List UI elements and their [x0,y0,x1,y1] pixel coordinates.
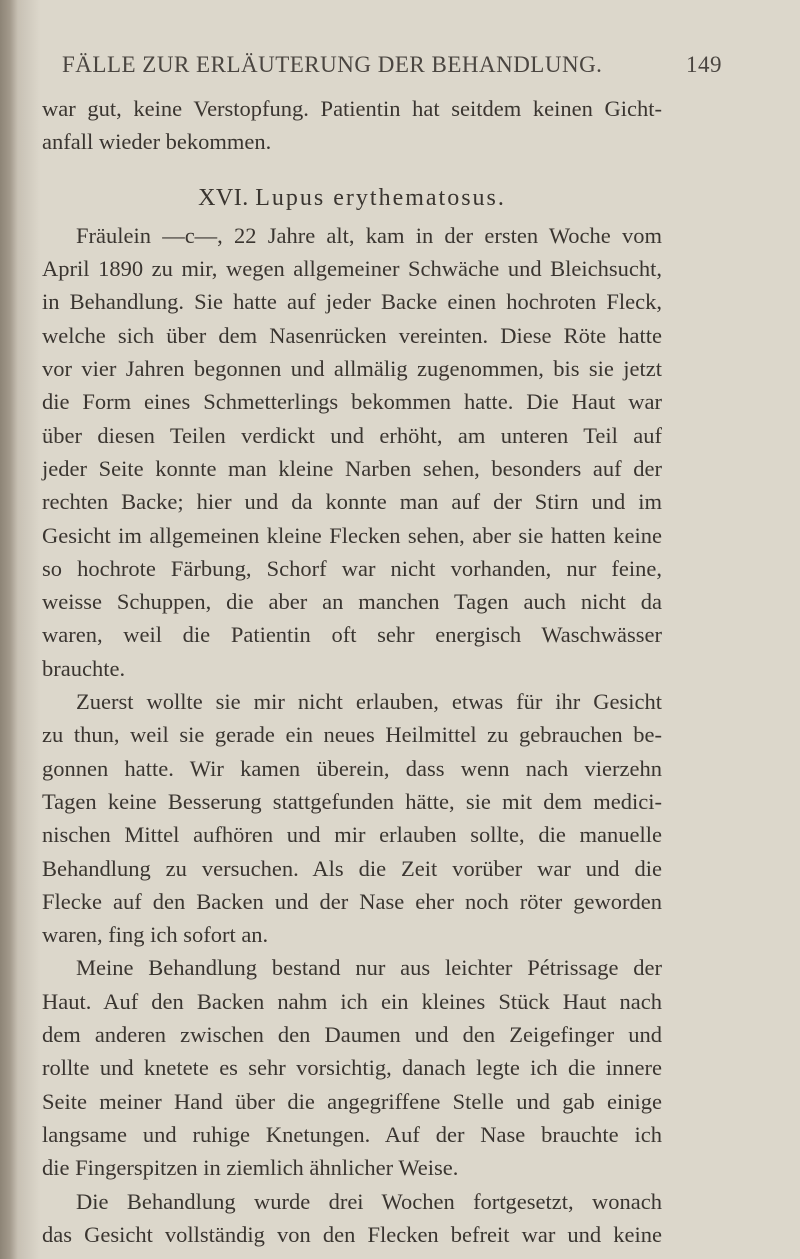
text-line: zu thun, weil sie gerade ein neues Heilmittel zu gebrauchen be- [42,722,662,748]
text-line: die Form eines Schmetterlings bekommen hatte. Die Haut war [42,389,662,415]
text-line: Gesicht im allgemeinen kleine Flecken sehen, aber sie hatten keine [42,522,662,548]
text-line: rechten Backe; hier und da konnte man auf der Stirn und im [42,489,662,515]
section-number: XVI. [198,184,249,211]
text-line: Meine Behandlung bestand nur aus leichter Pétrissage der [76,955,662,981]
paragraph-1 [42,219,662,685]
text-line: Die Behandlung wurde drei Wochen fortgesetzt, wonach [76,1188,662,1214]
paragraph-4 [42,1185,662,1252]
paragraph-3 [42,951,662,1184]
text-line: nischen Mittel aufhören und mir erlauben sollte, die manuelle [42,822,662,848]
body-text [42,92,662,1251]
text-line: anfall wieder bekommen. [42,129,272,155]
text-line: über diesen Teilen verdickt und erhöht, am unteren Teil auf [42,422,662,448]
book-spine-shadow [0,0,18,1259]
text-line: Flecke auf den Backen und der Nase eher noch röter geworden [42,888,662,914]
text-line: welche sich über dem Nasenrücken vereinten. Diese Röte hatte [42,322,662,348]
text-line: waren, fing ich sofort an. [42,922,269,948]
text-line: Fräulein —c—, 22 Jahre alt, kam in der ersten Woche vom [76,222,662,248]
text-line: Seite meiner Hand über die angegriffene Stelle und gab einige [42,1088,662,1114]
section-title: Lupus erythematosus. [255,184,506,211]
text-line: war gut, keine Verstopfung. Patientin hat seitdem keinen Gicht- [42,96,662,121]
text-line: weisse Schuppen, die aber an manchen Tagen auch nicht da [42,589,662,615]
text-line: April 1890 zu mir, wegen allgemeiner Schwäche und Bleichsucht, [42,256,662,282]
text-line: in Behandlung. Sie hatte auf jeder Backe einen hochroten Fleck, [42,289,662,315]
text-line: Behandlung zu versuchen. Als die Zeit vorüber war und die [42,855,662,881]
paragraph-2 [42,685,662,951]
text-line: waren, weil die Patientin oft sehr energisch Waschwässer [42,622,662,648]
text-line: jeder Seite konnte man kleine Narben sehen, besonders auf der [42,455,662,481]
section-heading [42,182,662,215]
text-line: das Gesicht vollständig von den Flecken befreit war und keine [42,1221,662,1247]
running-header [62,52,762,78]
text-line: langsame und ruhige Knetungen. Auf der Nase brauchte ich [42,1121,662,1147]
text-line: dem anderen zwischen den Daumen und den Zeigefinger und [42,1022,662,1048]
text-line: vor vier Jahren begonnen und allmälig zugenommen, bis sie jetzt [42,356,662,382]
text-line: so hochrote Färbung, Schorf war nicht vorhanden, nur feine, [42,555,662,581]
text-line: Zuerst wollte sie mir nicht erlauben, etwas für ihr Gesicht [76,689,662,715]
text-line: die Fingerspitzen in ziemlich ähnlicher Weise. [42,1155,459,1181]
text-line: gonnen hatte. Wir kamen überein, dass wenn nach vierzehn [42,755,662,781]
text-line: Tagen keine Besserung stattgefunden hätte, sie mit dem medici- [42,788,662,814]
running-header-title: FÄLLE ZUR ERLÄUTERUNG DER BEHANDLUNG. [62,52,603,77]
text-line: rollte und knetete es sehr vorsichtig, danach legte ich die innere [42,1055,662,1081]
text-line: brauchte. [42,655,126,681]
text-line: Haut. Auf den Backen nahm ich ein kleines Stück Haut nach [42,988,662,1014]
page-number: 149 [686,52,722,77]
